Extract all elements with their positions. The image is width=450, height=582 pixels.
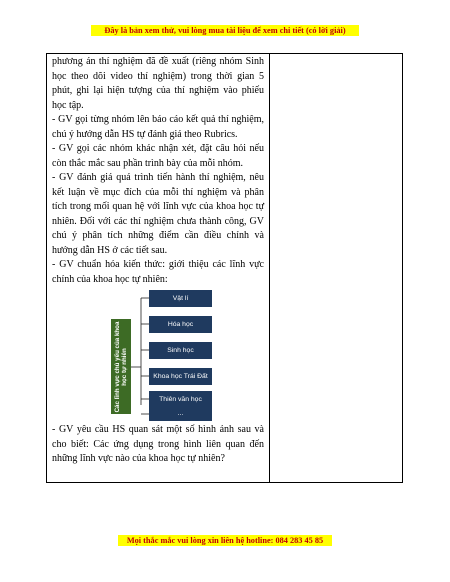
hotline-banner: Mọi thắc mắc vui lòng xin liên hệ hotline: 084 283 45 85 — [118, 535, 332, 546]
branch-biology: Sinh học — [149, 342, 212, 359]
paragraph-question: - GV yêu cầu HS quan sát một số hình ảnh sau và cho biết: Các ứng dụng trong hình liên quan đến những lĩnh vực nào của khoa học tự nhiên? — [52, 424, 264, 464]
paragraph-discussion: - GV gọi các nhóm khác nhận xét, đặt câu hỏi nếu còn thắc mắc sau phần trình bày của mỗi nhóm. — [52, 143, 264, 169]
branch-more: ... — [149, 407, 212, 421]
science-fields-diagram — [52, 289, 264, 421]
activity-cell — [52, 55, 264, 467]
column-divider — [269, 54, 270, 482]
paragraph-standardize: - GV chuẩn hóa kiến thức: giới thiệu các lĩnh vực chính của khoa học tự nhiên: — [52, 259, 264, 285]
paragraph-experiment: phương án thí nghiệm đã đề xuất (riêng nhóm Sinh học theo dõi video thí nghiệm) trong thời gian 5 phút, ghi lại hiện tượng của thí nghiệm vào phiếu học tập. — [52, 56, 264, 111]
diagram-root-label: Các lĩnh vực chủ yếu của khoa học tự nhiên — [113, 321, 128, 412]
branch-earth-science: Khoa học Trái Đất — [149, 368, 212, 385]
branch-astronomy: Thiên văn học — [149, 391, 212, 408]
preview-notice-banner: Đây là bản xem thử, vui lòng mua tài liệu để xem chi tiết (có lời giải) — [91, 25, 359, 36]
paragraph-evaluation: - GV đánh giá quá trình tiến hành thí nghiệm, nêu kết luận về mục đích của mỗi thí nghiệm và phân tích trong mối quan hệ với lĩnh vực của khoa học tự nhiên. Đối với các thí nghiệm chưa thành công, GV chú ý phân tích những điểm cần điều chỉnh và hướng dẫn HS ở các tiết sau. — [52, 172, 264, 256]
branch-physics: Vật lí — [149, 290, 212, 307]
diagram-root-box — [111, 319, 131, 414]
paragraph-report: - GV gọi từng nhóm lên báo cáo kết quả thí nghiệm, chú ý hướng dẫn HS tự đánh giá theo Rubrics. — [52, 114, 264, 140]
lesson-table — [46, 53, 403, 483]
branch-chemistry: Hóa học — [149, 316, 212, 333]
